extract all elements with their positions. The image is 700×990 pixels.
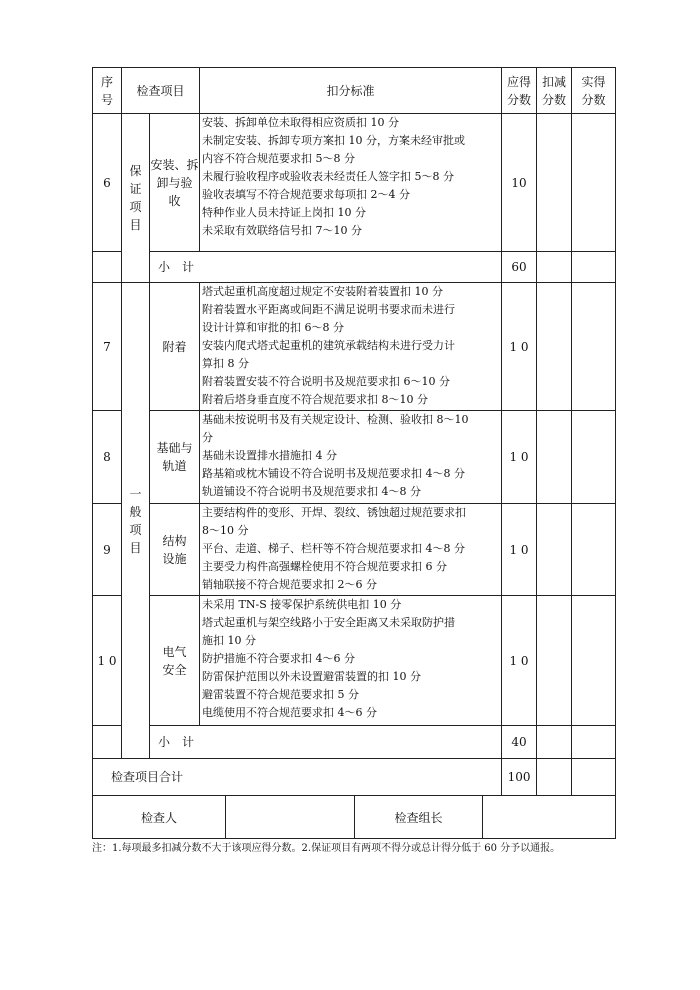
deduct-score-cell[interactable] [537,283,572,411]
due-score: 1 0 [502,504,537,596]
empty-cell [93,726,122,759]
deduct-score-cell[interactable] [537,114,572,252]
actual-score-cell[interactable] [572,596,616,726]
subtotal-row [93,252,616,283]
total-label: 检查项目合计 [93,759,502,796]
inspector-signature-field[interactable] [226,796,355,839]
item-name: 结构 设施 [150,504,200,596]
actual-score-cell[interactable] [572,504,616,596]
total-score: 100 [502,759,537,796]
inspector-label: 检查人 [93,796,226,839]
due-score: 1 0 [502,283,537,411]
criteria-cell: 未采用 TN-S 接零保护系统供电扣 10 分 塔式起重机与架空线路小于安全距离又未采取防护措 施扣 10 分 防护措施不符合要求扣 4～6 分 防雷保护范围以外未设置避雷装置的扣 10 分 避雷装置不符合规范要求扣 5 分 电缆使用不符合规范要求扣 4～6 分 [200,596,502,726]
header-item: 检查项目 [122,68,200,114]
item-name: 基础与 轨道 [150,411,200,504]
header-due-score: 应得 分数 [502,68,537,114]
row-number: 9 [93,504,122,596]
due-score: 10 [502,114,537,252]
row-number: 7 [93,283,122,411]
leader-label: 检查组长 [355,796,483,839]
criteria-cell: 基础未按说明书及有关规定设计、检测、验收扣 8～10 分 基础未设置排水措施扣 4 分 路基箱或枕木铺设不符合说明书及规范要求扣 4～8 分 轨道铺设不符合说明书及规范要求扣 4～8 分 [200,411,502,504]
criteria-cell: 安装、拆卸单位未取得相应资质扣 10 分 未制定安装、拆卸专项方案扣 10 分，方案未经审批或 内容不符合规范要求扣 5～8 分 未履行验收程序或验收表未经责任人签字扣 5～8 分 验收表填写不符合规范要求每项扣 2～4 分 特种作业人员未持证上岗扣 10 分 未采取有效联络信号扣 7～10 分 [200,114,502,252]
item-name: 电气 安全 [150,596,200,726]
table-row [93,283,616,411]
deduct-score-cell[interactable] [537,759,572,796]
deduct-score-cell[interactable] [537,726,572,759]
leader-signature-field[interactable] [483,796,616,839]
row-number: 1 0 [93,596,122,726]
subtotal-label: 小计 [150,726,502,759]
table-row [93,504,616,596]
item-name: 附着 [150,283,200,411]
deduct-score-cell[interactable] [537,596,572,726]
header-actual-score: 实得 分数 [572,68,616,114]
footnote: 注：1.每项最多扣减分数不大于该项应得分数。2.保证项目有两项不得分或总计得分低于 60 分予以通报。 [92,843,561,854]
actual-score-cell[interactable] [572,114,616,252]
deduct-score-cell[interactable] [537,252,572,283]
subtotal-score: 40 [502,726,537,759]
actual-score-cell[interactable] [572,759,616,796]
signature-table [92,795,616,839]
inspection-table [92,67,616,796]
row-number: 8 [93,411,122,504]
due-score: 1 0 [502,411,537,504]
deduct-score-cell[interactable] [537,504,572,596]
deduct-score-cell[interactable] [537,411,572,504]
empty-cell [93,252,122,283]
table-row [93,596,616,726]
item-name: 安装、拆 卸与验 收 [150,114,200,252]
table-row [93,114,616,252]
subtotal-label: 小计 [150,252,502,283]
guarantee-group-label: 保 证 项 目 [122,114,150,283]
header-criteria: 扣分标准 [200,68,502,114]
row-number: 6 [93,114,122,252]
actual-score-cell[interactable] [572,726,616,759]
actual-score-cell[interactable] [572,252,616,283]
general-group-label: 一 般 项 目 [122,283,150,759]
header-deduct-score: 扣减 分数 [537,68,572,114]
criteria-cell: 主要结构件的变形、开焊、裂纹、锈蚀超过规范要求扣 8～10 分 平台、走道、梯子、栏杆等不符合规范要求扣 4～8 分 主要受力构件高强螺栓使用不符合规范要求扣 6 分 销轴联接不符合规范要求扣 2～6 分 [200,504,502,596]
subtotal-row [93,726,616,759]
table-row [93,411,616,504]
actual-score-cell[interactable] [572,283,616,411]
actual-score-cell[interactable] [572,411,616,504]
criteria-cell: 塔式起重机高度超过规定不安装附着装置扣 10 分 附着装置水平距离或间距不满足说明书要求而未进行 设计计算和审批的扣 6～8 分 安装内爬式塔式起重机的建筑承载结构未进行受力计 算扣 8 分 附着装置安装不符合说明书及规范要求扣 6～10 分 附着后塔身垂直度不符合规范要求扣 8～10 分 [200,283,502,411]
header-seq: 序 号 [93,68,122,114]
subtotal-score: 60 [502,252,537,283]
total-row [93,759,616,796]
due-score: 1 0 [502,596,537,726]
header-row [93,68,616,114]
